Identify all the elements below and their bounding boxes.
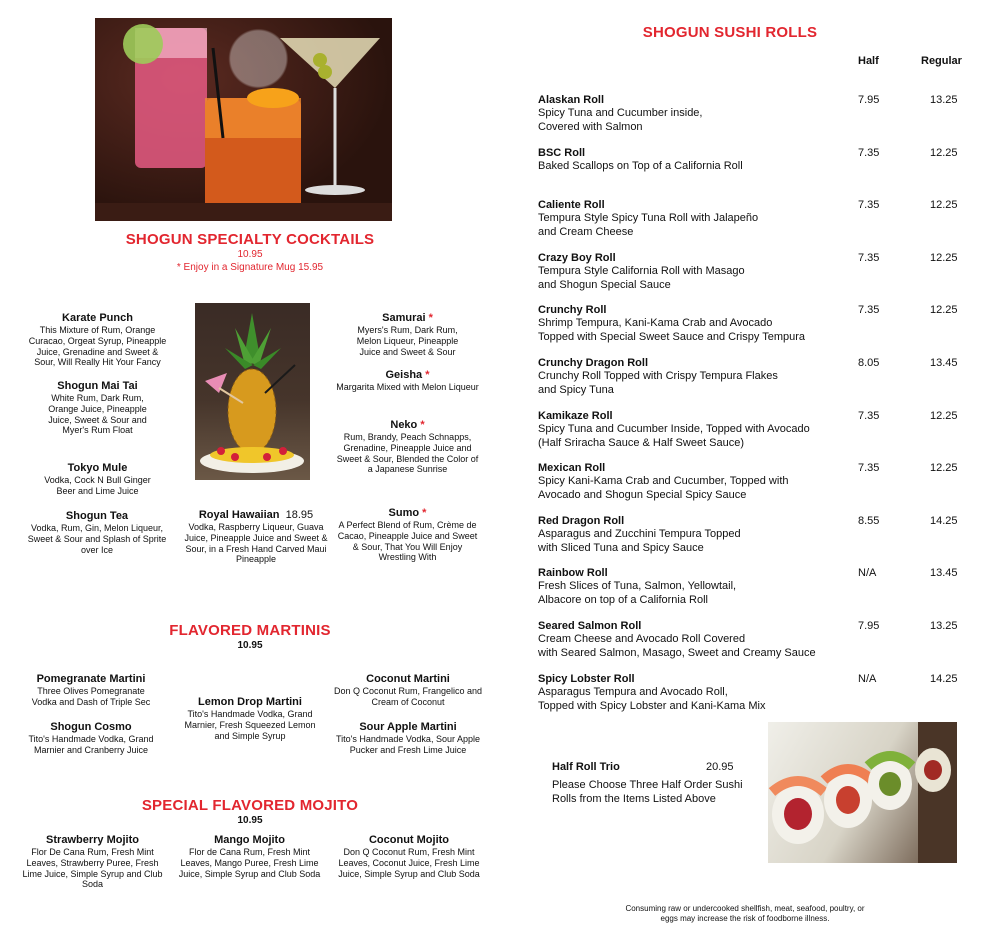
roll-regular-price: 12.25 — [930, 410, 958, 422]
roll-desc-line2: Covered with Salmon — [538, 120, 643, 133]
cocktail-photo — [95, 18, 392, 221]
roll-name: Spicy Lobster Roll — [538, 673, 635, 685]
mug-asterisk: * — [425, 369, 430, 381]
mojito-name: Mango Mojito — [214, 834, 285, 846]
half-roll-trio — [552, 761, 752, 806]
roll-desc-line2: Albacore on top of a California Roll — [538, 593, 708, 606]
roll-half-price: 8.05 — [858, 357, 880, 369]
cocktail-name: Geisha — [385, 369, 423, 381]
roll-row — [538, 147, 968, 174]
cocktail-item — [25, 312, 170, 368]
roll-name: Mexican Roll — [538, 462, 606, 474]
martini-name: Pomegranate Martini — [36, 673, 146, 685]
rolls-title: SHOGUN SUSHI ROLLS — [642, 24, 818, 41]
cocktail-desc: White Rum, Dark Rum, Orange Juice, Pineapple Juice, Sweet & Sour and Myer's Rum Float — [48, 393, 147, 436]
trio-price: 20.95 — [706, 761, 734, 773]
cocktail-item — [25, 462, 170, 497]
roll-desc-line1: Spicy Tuna and Cucumber Inside, Topped with Avocado — [538, 423, 810, 436]
cocktails-price: 10.95 — [237, 249, 263, 260]
cocktail-desc: This Mixture of Rum, Orange Curacao, Orgeat Syrup, Pineapple Juice, Grenadine and Sweet & Sour, Will Really Hit Your Fancy — [28, 325, 167, 368]
roll-half-price: 7.35 — [858, 199, 880, 211]
cocktail-illustration — [95, 18, 392, 221]
roll-row — [538, 673, 968, 713]
martini-item — [333, 721, 483, 756]
roll-regular-price: 12.25 — [930, 304, 958, 316]
roll-half-price: 7.35 — [858, 304, 880, 316]
cocktail-item — [335, 312, 480, 357]
mojitos-title: SPECIAL FLAVORED MOJITO — [141, 797, 359, 814]
cocktail-name: Neko — [390, 419, 418, 431]
cocktail-name-row — [335, 312, 480, 325]
roll-regular-price: 13.45 — [930, 357, 958, 369]
roll-regular-price: 12.25 — [930, 252, 958, 264]
roll-desc-line1: Tempura Style Spicy Tuna Roll with Jalapeño — [538, 212, 759, 225]
roll-regular-price: 13.25 — [930, 620, 958, 632]
trio-name: Half Roll Trio — [552, 761, 620, 773]
cocktail-name-row — [182, 509, 330, 522]
roll-regular-price: 14.25 — [930, 515, 958, 527]
mojito-desc: Flor de Cana Rum, Fresh Mint Leaves, Mango Puree, Fresh Lime Juice, Simple Syrup and Club Soda — [178, 847, 321, 879]
roll-row — [538, 515, 968, 555]
mojito-item — [177, 834, 322, 879]
cocktail-name: Tokyo Mule — [67, 462, 128, 474]
cocktail-name: Royal Hawaiian — [198, 509, 280, 521]
trio-desc-line2: Rolls from the Items Listed Above — [552, 792, 716, 805]
roll-regular-price: 13.25 — [930, 94, 958, 106]
roll-half-price: 7.35 — [858, 147, 880, 159]
cocktail-desc: Vodka, Rum, Gin, Melon Liqueur, Sweet & Sour and Splash of Sprite over Ice — [27, 523, 167, 555]
roll-row — [538, 94, 968, 134]
disclaimer-line2: eggs may increase the risk of foodborne illness. — [660, 913, 830, 923]
foodborne-disclaimer — [600, 904, 890, 923]
roll-row — [538, 620, 968, 660]
roll-name: Crazy Boy Roll — [538, 252, 616, 264]
roll-desc-line1: Asparagus Tempura and Avocado Roll, — [538, 686, 728, 699]
mug-asterisk: * — [428, 312, 433, 324]
mojitos-price: 10.95 — [237, 815, 263, 826]
mojito-item — [20, 834, 165, 890]
roll-half-price: 7.35 — [858, 410, 880, 422]
roll-row — [538, 199, 968, 239]
roll-name: BSC Roll — [538, 147, 586, 159]
martini-name: Coconut Martini — [366, 673, 450, 685]
martini-item — [333, 673, 483, 708]
roll-desc-line2: Topped with Special Sweet Sauce and Crispy Tempura — [538, 330, 806, 343]
roll-row — [538, 357, 968, 397]
cocktail-item — [335, 507, 480, 563]
roll-name: Rainbow Roll — [538, 567, 608, 579]
sushi-photo — [768, 722, 957, 863]
cocktail-name-row — [335, 507, 480, 520]
roll-desc-line2: with Seared Salmon, Masago, Sweet and Creamy Sauce — [538, 646, 816, 659]
martini-name: Lemon Drop Martini — [198, 696, 302, 708]
pineapple-illustration — [195, 303, 310, 480]
roll-desc-line2: and Shogun Special Sauce — [538, 278, 671, 291]
cocktails-mug-note: * Enjoy in a Signature Mug 15.95 — [176, 262, 324, 273]
mojito-name: Strawberry Mojito — [46, 834, 139, 846]
martinis-title: FLAVORED MARTINIS — [169, 622, 331, 639]
roll-regular-price: 12.25 — [930, 147, 958, 159]
cocktail-name: Shogun Mai Tai — [57, 380, 138, 392]
roll-desc-line1: Tempura Style California Roll with Masago — [538, 265, 745, 278]
martini-name: Shogun Cosmo — [50, 721, 132, 733]
cocktail-name: Samurai — [382, 312, 426, 324]
regular-column-header: Regular — [921, 55, 962, 67]
roll-half-price: N/A — [858, 567, 877, 579]
roll-desc-line2: (Half Sriracha Sauce & Half Sweet Sauce) — [538, 436, 745, 449]
mojito-desc: Don Q Coconut Rum, Fresh Mint Leaves, Coconut Juice, Fresh Lime Juice, Simple Syrup and Club Soda — [338, 847, 480, 879]
roll-row — [538, 462, 968, 502]
martini-item — [180, 696, 320, 741]
roll-desc-line1: Shrimp Tempura, Kani-Kama Crab and Avocado — [538, 317, 773, 330]
mug-asterisk: * — [420, 419, 425, 431]
roll-half-price: 7.95 — [858, 620, 880, 632]
martini-item — [15, 673, 167, 708]
roll-name: Caliente Roll — [538, 199, 605, 211]
martini-desc: Tito's Handmade Vodka, Grand Marnier and Cranberry Juice — [28, 734, 154, 755]
trio-desc-line1: Please Choose Three Half Order Sushi — [552, 779, 743, 792]
roll-desc-line1: Baked Scallops on Top of a California Roll — [538, 160, 743, 173]
roll-row — [538, 410, 968, 450]
martinis-price: 10.95 — [237, 640, 263, 651]
mug-asterisk: * — [422, 507, 427, 519]
roll-row — [538, 252, 968, 292]
roll-desc-line1: Spicy Kani-Kama Crab and Cucumber, Topped with — [538, 475, 789, 488]
cocktail-desc: Margarita Mixed with Melon Liqueur — [336, 382, 479, 392]
martini-desc: Three Olives Pomegranate Vodka and Dash of Triple Sec — [31, 686, 151, 707]
cocktail-name-row — [335, 419, 480, 432]
roll-name: Red Dragon Roll — [538, 515, 625, 527]
cocktail-desc: Rum, Brandy, Peach Schnapps, Grenadine, Pineapple Juice and Sweet & Sour, Blended the Color of a Japanese Sunrise — [336, 432, 479, 475]
cocktail-item — [25, 380, 170, 436]
roll-half-price: 7.95 — [858, 94, 880, 106]
roll-desc-line1: Fresh Slices of Tuna, Salmon, Yellowtail, — [538, 580, 737, 593]
martini-desc: Tito's Handmade Vodka, Sour Apple Pucker and Fresh Lime Juice — [336, 734, 480, 755]
cocktail-name: Sumo — [388, 507, 420, 519]
cocktail-item — [335, 419, 480, 475]
disclaimer-line1: Consuming raw or undercooked shellfish, meat, seafood, poultry, or — [625, 904, 865, 913]
roll-regular-price: 13.45 — [930, 567, 958, 579]
martini-item — [15, 721, 167, 756]
half-column-header: Half — [858, 55, 879, 67]
pineapple-photo — [195, 303, 310, 480]
cocktail-desc: Vodka, Raspberry Liqueur, Guava Juice, Pineapple Juice and Sweet & Sour, in a Fresh Hand Carved Maui Pineapple — [184, 522, 328, 565]
mojito-item — [335, 834, 483, 879]
trio-row — [552, 761, 752, 774]
roll-desc-line1: Crunchy Roll Topped with Crispy Tempura Flakes — [538, 370, 778, 383]
roll-desc-line1: Asparagus and Zucchini Tempura Topped — [538, 528, 741, 541]
roll-name: Seared Salmon Roll — [538, 620, 642, 632]
sushi-illustration — [768, 722, 957, 863]
martini-name: Sour Apple Martini — [359, 721, 457, 733]
martini-desc: Tito's Handmade Vodka, Grand Marnier, Fresh Squeezed Lemon and Simple Syrup — [184, 709, 316, 741]
roll-desc-line2: with Sliced Tuna and Spicy Sauce — [538, 541, 704, 554]
cocktail-item — [22, 510, 172, 555]
roll-half-price: 7.35 — [858, 252, 880, 264]
mojito-desc: Flor De Cana Rum, Fresh Mint Leaves, Strawberry Puree, Fresh Lime Juice, Simple Syrup and Club Soda — [22, 847, 163, 890]
cocktail-desc: Myers's Rum, Dark Rum, Melon Liqueur, Pineapple Juice and Sweet & Sour — [356, 325, 459, 357]
roll-half-price: N/A — [858, 673, 877, 685]
mojito-name: Coconut Mojito — [368, 834, 450, 846]
roll-half-price: 8.55 — [858, 515, 880, 527]
roll-desc-line2: Topped with Spicy Lobster and Kani-Kama Mix — [538, 699, 766, 712]
roll-row — [538, 304, 968, 344]
roll-name: Crunchy Roll — [538, 304, 607, 316]
cocktail-desc: Vodka, Cock N Bull Ginger Beer and Lime Juice — [44, 475, 151, 496]
roll-regular-price: 14.25 — [930, 673, 958, 685]
martini-desc: Don Q Coconut Rum, Frangelico and Cream of Coconut — [333, 686, 483, 707]
roll-regular-price: 12.25 — [930, 462, 958, 474]
roll-desc-line2: and Spicy Tuna — [538, 383, 614, 396]
roll-desc-line2: and Cream Cheese — [538, 225, 634, 238]
roll-half-price: 7.35 — [858, 462, 880, 474]
cocktail-item — [182, 509, 330, 565]
roll-row — [538, 567, 968, 607]
cocktail-name: Karate Punch — [62, 312, 133, 324]
cocktails-title: SHOGUN SPECIALTY COCKTAILS — [125, 231, 375, 248]
roll-regular-price: 12.25 — [930, 199, 958, 211]
roll-desc-line1: Cream Cheese and Avocado Roll Covered — [538, 633, 746, 646]
cocktail-item — [330, 369, 485, 393]
roll-desc-line2: Avocado and Shogun Special Spicy Sauce — [538, 488, 747, 501]
cocktail-desc: A Perfect Blend of Rum, Crème de Cacao, Pineapple Juice and Sweet & Sour, That You Will Enjoy Wrestling With — [337, 520, 478, 563]
roll-name: Kamikaze Roll — [538, 410, 613, 422]
roll-name: Crunchy Dragon Roll — [538, 357, 649, 369]
roll-name: Alaskan Roll — [538, 94, 605, 106]
cocktail-price: 18.95 — [285, 509, 314, 521]
roll-desc-line1: Spicy Tuna and Cucumber inside, — [538, 107, 703, 120]
cocktail-name: Shogun Tea — [65, 510, 129, 522]
cocktail-name-row — [330, 369, 485, 382]
